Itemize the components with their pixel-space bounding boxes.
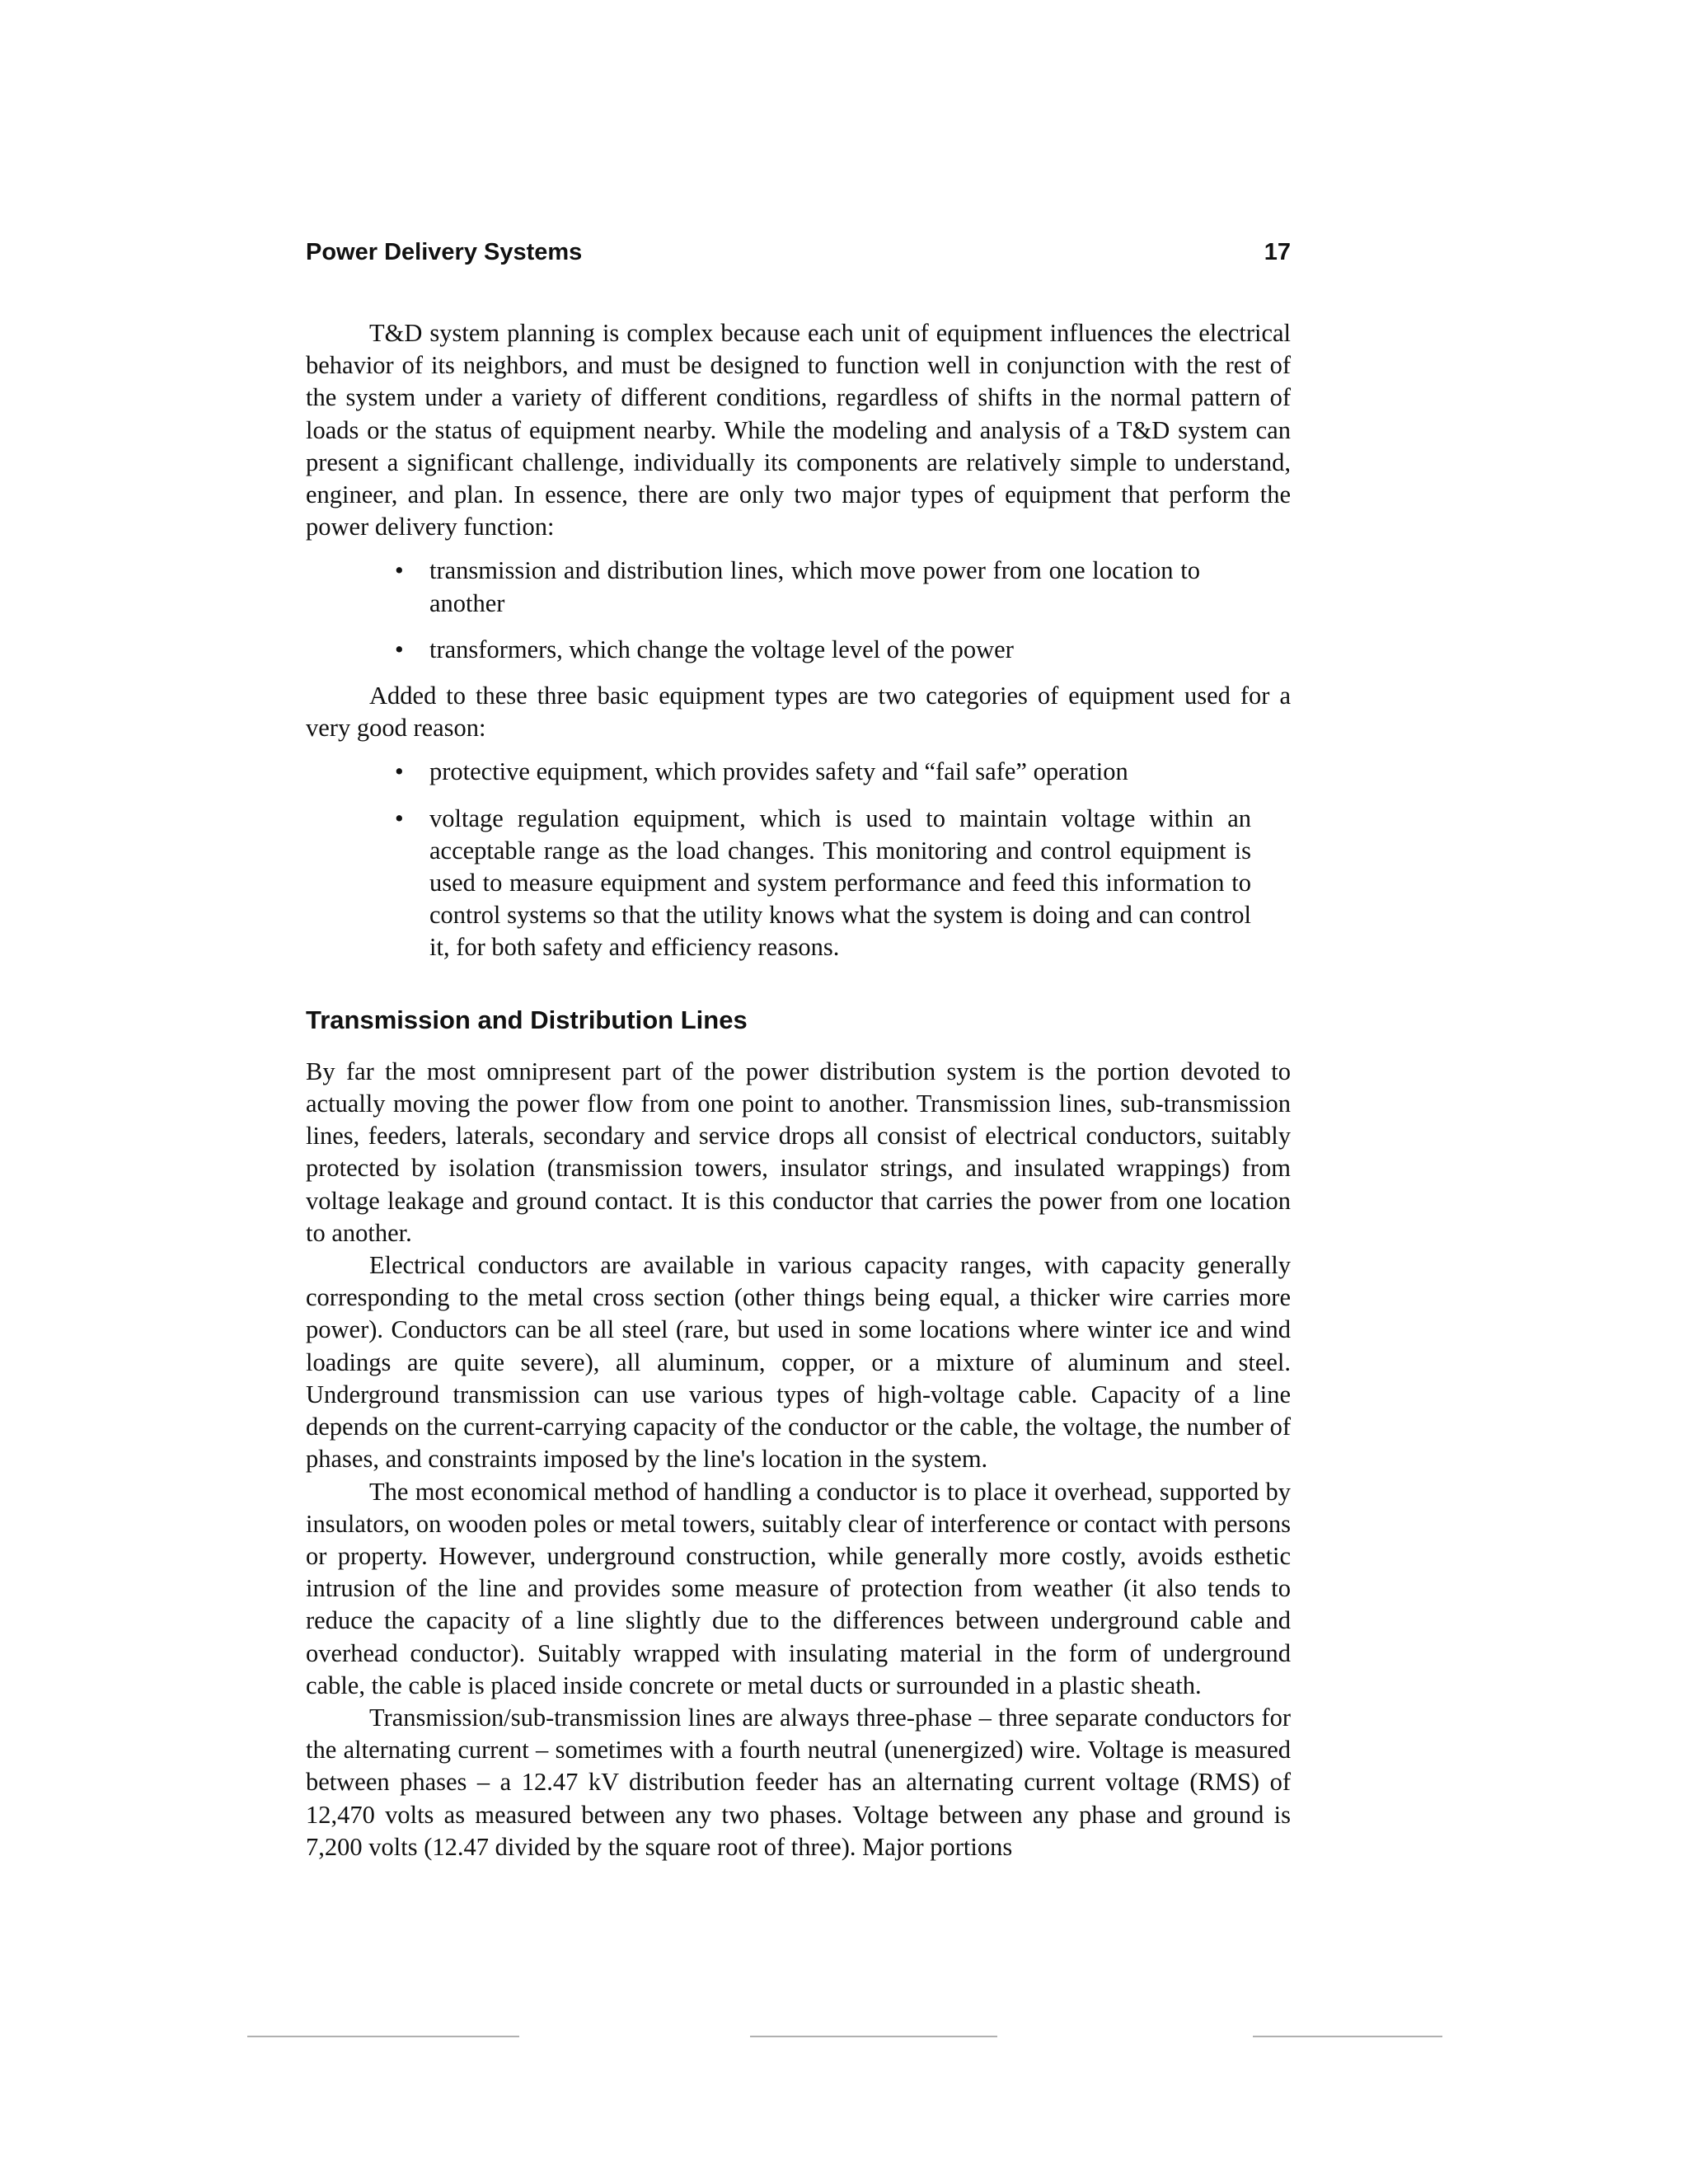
bullet-icon: • [395,635,404,663]
list-item [395,555,1291,619]
page-number: 17 [1264,239,1291,265]
list-item [395,756,1291,788]
scan-artifact-rule [247,2036,519,2037]
list-item-text: protective equipment, which provides safety and “fail safe” operation [429,757,1128,786]
running-header [306,239,1291,266]
bullet-icon: • [395,804,404,832]
scan-artifact-rule [1253,2036,1442,2037]
section-paragraph: Electrical conductors are available in various capacity ranges, with capacity generally corresponding to the metal cross section (other things being equal, a thicker wire carries more power). Conductors can be all steel (rare, but used in some locations where winter ice and wind loadings are quite severe), all aluminum, copper, or a mixture of aluminum and steel. Underground transmission can use various types of high-voltage cable. Capacity of a line depends on the current-carrying capacity of the conductor or the cable, the voltage, the number of phases, and constraints imposed by the line's location in the system. [306,1251,1291,1474]
list-item [395,803,1291,964]
list-item-text: transmission and distribution lines, which move power from one location to another [429,556,1200,617]
scan-artifact-rule [750,2036,997,2037]
section-paragraph: Transmission/sub-transmission lines are always three-phase – three separate conductors for the alternating current – sometimes with a fourth neutral (unenergized) wire. Voltage is measured between phases – a 12.47 kV distribution feeder has an alternating current voltage (RMS) of 12,470 volts as measured between any two phases. Voltage between any phase and ground is 7,200 volts (12.47 divided by the square root of three). Major portions [306,1703,1291,1861]
running-title: Power Delivery Systems [306,239,583,265]
bullet-icon: • [395,556,404,585]
bullet-icon: • [395,757,404,786]
section-paragraph: By far the most omnipresent part of the power distribution system is the portion devoted to actually moving the power flow from one point to another. Transmission lines, sub-transmission lines, feeders, laterals, secondary and service drops all consist of electrical conductors, suitably protected by isolation (transmission towers, insulator strings, and insulated wrappings) from voltage leakage and ground contact. It is this conductor that carries the power from one location to another. [306,1057,1291,1247]
section-paragraph: The most economical method of handling a conductor is to place it overhead, supported by insulators, on wooden poles or metal towers, suitably clear of interference or contact with persons or property. However, underground construction, while generally more costly, avoids esthetic intrusion of the line and provides some measure of protection from weather (it also tends to reduce the capacity of a line slightly due to the differences between underground cable and overhead conductor). Suitably wrapped with insulating material in the form of underground cable, the cable is placed inside concrete or metal ducts or surrounded in a plastic sheath. [306,1477,1291,1699]
list-item-text: voltage regulation equipment, which is used to maintain voltage within an acceptable range as the load changes. This monitoring and control equipment is used to measure equipment and system performance and feed this information to control systems so that the utility knows what the system is doing and can control it, for both safety and efficiency reasons. [429,804,1251,962]
additional-paragraph: Added to these three basic equipment types are two categories of equipment used for a very good reason: [306,682,1291,743]
intro-paragraph: T&D system planning is complex because each unit of equipment influences the electrical behavior of its neighbors, and must be designed to function well in conjunction with the rest of the system under a variety of different conditions, regardless of shifts in the normal pattern of loads or the status of equipment nearby. While the modeling and analysis of a T&D system can present a significant challenge, individually its components are relatively simple to understand, engineer, and plan. In essence, there are only two major types of equipment that perform the power delivery function: [306,319,1291,541]
list-item-text: transformers, which change the voltage level of the power [429,635,1014,663]
page-body [306,317,1291,1863]
equipment-category-list [306,756,1291,963]
section-heading: Transmission and Distribution Lines [306,1005,748,1034]
list-item [395,634,1291,666]
equipment-type-list [306,555,1291,666]
